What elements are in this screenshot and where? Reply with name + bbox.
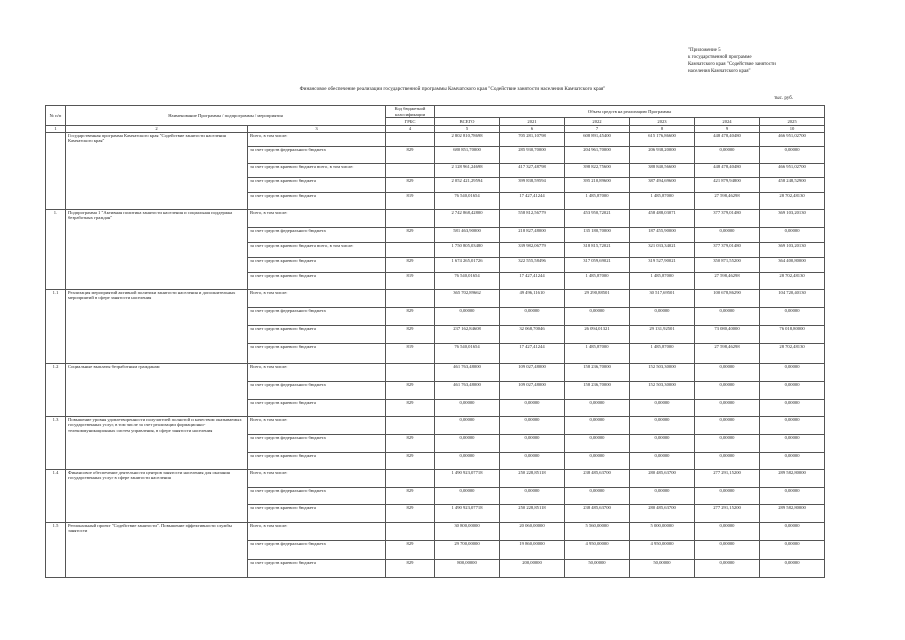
year-value: 0,00000 — [760, 399, 825, 416]
year-value: 705 281,10798 — [500, 132, 565, 146]
funding-source: за счет средств краевого бюджета — [248, 257, 386, 272]
year-value: 0,00000 — [760, 540, 825, 559]
header-num: № п/п — [46, 106, 66, 126]
year-value: 218 827,48000 — [500, 227, 565, 242]
year-value: 0,00000 — [565, 307, 630, 325]
total-value: 29 700,00000 — [435, 540, 500, 559]
year-value: 0,00000 — [760, 363, 825, 381]
budget-code: 829 — [386, 227, 435, 242]
year-value: 1 485,87000 — [565, 343, 630, 363]
total-value: 1 674 265,01726 — [435, 257, 500, 272]
funding-source: за счет средств федерального бюджета — [248, 434, 386, 452]
year-value: 377 379,01480 — [695, 209, 760, 227]
year-value: 421 879,94800 — [695, 177, 760, 192]
year-value: 49 496,11610 — [500, 289, 565, 307]
header-code: ГРБС — [386, 118, 435, 126]
year-value: 0,00000 — [500, 452, 565, 469]
year-value: 0,00000 — [760, 307, 825, 325]
year-value: 1 485,87000 — [565, 272, 630, 289]
total-value: 76 540,01654 — [435, 192, 500, 209]
year-value: 17 427,41244 — [500, 192, 565, 209]
budget-code: 829 — [386, 504, 435, 522]
year-value: 0,00000 — [695, 399, 760, 416]
budget-code: 829 — [386, 434, 435, 452]
year-value: 5 560,00000 — [565, 522, 630, 540]
year-value: 27 598,46298 — [695, 192, 760, 209]
item-number — [46, 132, 66, 209]
year-value: 0,00000 — [630, 434, 695, 452]
total-value: 237 162,84608 — [435, 325, 500, 343]
header-name: Наименование Программы / подпрограммы / мероприятия — [66, 106, 386, 126]
funding-source: за счет средств федерального бюджета — [248, 307, 386, 325]
funding-source: Всего, в том числе: — [248, 522, 386, 540]
year-value: 0,00000 — [695, 434, 760, 452]
budget-code: 819 — [386, 272, 435, 289]
item-number: 1.1 — [46, 289, 66, 363]
year-value: 4 950,00000 — [630, 540, 695, 559]
year-value: 0,00000 — [695, 452, 760, 469]
year-value: 448 478,40480 — [695, 163, 760, 177]
year-value: 0,00000 — [630, 399, 695, 416]
total-value: 0,00000 — [435, 399, 500, 416]
year-value: 76 018,80000 — [760, 325, 825, 343]
funding-source: за счет средств краевого бюджета — [248, 399, 386, 416]
year-value: 0,00000 — [500, 487, 565, 504]
column-index-row — [46, 126, 825, 133]
budget-code — [386, 209, 435, 227]
header-year: 2021 — [500, 118, 565, 126]
budget-code: 819 — [386, 343, 435, 363]
year-value: 388 840,56600 — [630, 163, 695, 177]
year-value: 0,00000 — [695, 540, 760, 559]
year-value: 0,00000 — [630, 307, 695, 325]
year-value: 0,00000 — [760, 146, 825, 163]
year-value: 0,00000 — [695, 227, 760, 242]
year-value: 73 080,40000 — [695, 325, 760, 343]
total-value: 0,00000 — [435, 416, 500, 434]
financing-table — [45, 105, 825, 578]
year-value: 339 982,06779 — [500, 242, 565, 257]
header-year: 2025 — [760, 118, 825, 126]
funding-source: Всего, в том числе: — [248, 289, 386, 307]
item-number: 1. — [46, 209, 66, 289]
year-value: 0,00000 — [630, 416, 695, 434]
year-value: 0,00000 — [565, 452, 630, 469]
year-value: 0,00000 — [695, 307, 760, 325]
year-value: 364 400,80000 — [760, 257, 825, 272]
total-value: 0,00000 — [435, 487, 500, 504]
column-index: 2 — [66, 126, 248, 133]
year-value: 318 815,72021 — [565, 242, 630, 257]
year-value: 466 951,02700 — [760, 163, 825, 177]
year-value: 28 702,48130 — [760, 272, 825, 289]
year-value: 0,00000 — [695, 559, 760, 577]
funding-source: за счет средств федерального бюджета — [248, 487, 386, 504]
total-value: 2 128 961,24698 — [435, 163, 500, 177]
year-value: 289 582,80000 — [760, 469, 825, 487]
table-row — [46, 209, 825, 227]
column-index: 10 — [760, 126, 825, 133]
appendix-line: населения Камчатского края" — [688, 69, 751, 74]
year-value: 277 291,15200 — [695, 469, 760, 487]
total-value: 1 490 923,07718 — [435, 504, 500, 522]
year-value: 0,00000 — [565, 487, 630, 504]
year-value: 19 860,00000 — [500, 540, 565, 559]
header-total: ВСЕГО — [435, 118, 500, 126]
year-value: 158 236,70000 — [565, 363, 630, 381]
appendix-note — [688, 47, 776, 75]
year-value: 0,00000 — [565, 434, 630, 452]
year-value: 0,00000 — [565, 399, 630, 416]
year-value: 0,00000 — [695, 363, 760, 381]
item-name: Социальные выплаты безработным гражданам — [66, 363, 248, 416]
year-value: 0,00000 — [695, 522, 760, 540]
column-index: 7 — [565, 126, 630, 133]
budget-code: 829 — [386, 559, 435, 577]
funding-source: за счет средств федерального бюджета — [248, 540, 386, 559]
year-value: 453 950,72021 — [565, 209, 630, 227]
total-value: 76 540,01654 — [435, 272, 500, 289]
column-index: 4 — [386, 126, 435, 133]
budget-code: 829 — [386, 452, 435, 469]
year-value: 0,00000 — [760, 416, 825, 434]
total-value: 0,00000 — [435, 434, 500, 452]
year-value: 377 379,01480 — [695, 242, 760, 257]
year-value: 369 103,20130 — [760, 242, 825, 257]
year-value: 608 891,45400 — [565, 132, 630, 146]
item-name: Повышение уровня удовлетворенности получателей полнотой и качеством оказываемых государственных услуг, в том числе за счет реализации формационно-телекоммуникационных систем управления, в сфере занятости населения — [66, 416, 248, 469]
units-label: тыс. руб. — [774, 96, 793, 101]
year-value: 26 094,01321 — [565, 325, 630, 343]
funding-source: за счет средств краевого бюджета — [248, 559, 386, 577]
year-value: 558 812,56779 — [500, 209, 565, 227]
year-value: 29 290,88501 — [565, 289, 630, 307]
item-name: Региональный проект "Содействие занятости". Повышение эффективности службы занятости — [66, 522, 248, 577]
year-value: 319 527,90021 — [630, 257, 695, 272]
item-name: Реализация мероприятий активной политики занятости населения и дополнительных мероприятий в сфере занятости населения — [66, 289, 248, 363]
year-value: 317 059,69021 — [565, 257, 630, 272]
total-value: 1 490 923,07718 — [435, 469, 500, 487]
budget-code: 829 — [386, 399, 435, 416]
year-value: 27 598,46298 — [695, 272, 760, 289]
budget-code — [386, 132, 435, 146]
appendix-line: Камчатского края "Содействие занятости — [688, 62, 776, 67]
year-value: 109 027,48000 — [500, 363, 565, 381]
year-value: 458 488,03071 — [630, 209, 695, 227]
total-value: 0,00000 — [435, 452, 500, 469]
item-number: 1.3 — [46, 416, 66, 469]
table-row — [46, 132, 825, 146]
column-index: 5 — [435, 126, 500, 133]
total-value: 461 763,48000 — [435, 381, 500, 399]
header-volume-group: Объем средств на реализацию Программы — [435, 106, 825, 118]
year-value: 250 228,85118 — [500, 504, 565, 522]
budget-code: 829 — [386, 381, 435, 399]
year-value: 0,00000 — [500, 434, 565, 452]
item-name: Финансовое обеспечение деятельности центров занятости населения для оказания государственных услуг в сфере занятости населения — [66, 469, 248, 522]
year-value: 466 951,02700 — [760, 132, 825, 146]
year-value: 280 485,63700 — [630, 469, 695, 487]
year-value: 28 702,48130 — [760, 192, 825, 209]
year-value: 0,00000 — [500, 399, 565, 416]
column-index: 9 — [695, 126, 760, 133]
year-value: 321 033,34021 — [630, 242, 695, 257]
year-value: 17 427,41244 — [500, 272, 565, 289]
total-value: 461 763,48000 — [435, 363, 500, 381]
year-value: 28 702,48130 — [760, 343, 825, 363]
budget-code: 819 — [386, 192, 435, 209]
budget-code — [386, 289, 435, 307]
year-value: 0,00000 — [500, 416, 565, 434]
year-value: 0,00000 — [565, 416, 630, 434]
year-value: 20 060,00000 — [500, 522, 565, 540]
year-value: 289 582,80000 — [760, 504, 825, 522]
budget-code — [386, 163, 435, 177]
total-value: 680 851,70000 — [435, 146, 500, 163]
item-number: 1.5 — [46, 522, 66, 577]
budget-code: 829 — [386, 146, 435, 163]
total-value: 2 052 421,29594 — [435, 177, 500, 192]
year-value: 27 598,46298 — [695, 343, 760, 363]
budget-code: 829 — [386, 325, 435, 343]
funding-source: за счет средств краевого бюджета — [248, 504, 386, 522]
year-value: 277 291,15200 — [695, 504, 760, 522]
year-value: 369 103,20130 — [760, 209, 825, 227]
year-value: 399 838,59594 — [500, 177, 565, 192]
budget-code — [386, 416, 435, 434]
year-value: 206 938,20000 — [630, 146, 695, 163]
total-value: 2 802 810,78698 — [435, 132, 500, 146]
total-value: 2 742 868,42800 — [435, 209, 500, 227]
total-value: 1 750 805,03480 — [435, 242, 500, 257]
table-row — [46, 469, 825, 487]
total-value: 365 702,89662 — [435, 289, 500, 307]
total-value: 800,00000 — [435, 559, 500, 577]
funding-source: за счет средств краевого бюджета — [248, 192, 386, 209]
table-body — [46, 132, 825, 577]
year-value: 417 327,48798 — [500, 163, 565, 177]
funding-source: Всего, в том числе: — [248, 363, 386, 381]
budget-code: 829 — [386, 177, 435, 192]
document-title: Финансовое обеспечение реализации государственной программы Камчатского края "Содействие занятости населения Камчатского края" — [299, 86, 606, 92]
table-row — [46, 289, 825, 307]
year-value: 152 503,30000 — [630, 363, 695, 381]
year-value: 0,00000 — [760, 522, 825, 540]
year-value: 0,00000 — [760, 452, 825, 469]
header-code-group: Код бюджетной классификации — [386, 106, 435, 118]
funding-source: за счет средств краевого бюджета — [248, 343, 386, 363]
total-value: 581 463,90000 — [435, 227, 500, 242]
column-index: 6 — [500, 126, 565, 133]
year-value: 395 210,89600 — [565, 177, 630, 192]
appendix-line: "Приложение 5 — [688, 48, 721, 53]
funding-source: за счет средств федерального бюджета — [248, 227, 386, 242]
table-row — [46, 522, 825, 540]
year-value: 0,00000 — [500, 307, 565, 325]
header-year: 2022 — [565, 118, 630, 126]
funding-source: за счет средств федерального бюджета — [248, 381, 386, 399]
year-value: 0,00000 — [760, 227, 825, 242]
year-value: 152 503,30000 — [630, 381, 695, 399]
table-row — [46, 416, 825, 434]
budget-code — [386, 242, 435, 257]
year-value: 100 678,86290 — [695, 289, 760, 307]
budget-code — [386, 363, 435, 381]
year-value: 0,00000 — [760, 487, 825, 504]
item-number: 1.2 — [46, 363, 66, 416]
header-year: 2023 — [630, 118, 695, 126]
year-value: 285 930,70000 — [500, 146, 565, 163]
year-value: 0,00000 — [695, 487, 760, 504]
year-value: 135 180,70000 — [565, 227, 630, 242]
year-value: 200,00000 — [500, 559, 565, 577]
year-value: 0,00000 — [760, 559, 825, 577]
year-value: 17 427,41244 — [500, 343, 565, 363]
item-number: 1.4 — [46, 469, 66, 522]
year-value: 0,00000 — [695, 146, 760, 163]
funding-source: Всего, в том числе: — [248, 469, 386, 487]
year-value: 0,00000 — [695, 416, 760, 434]
total-value: 76 540,01654 — [435, 343, 500, 363]
year-value: 50,00000 — [565, 559, 630, 577]
funding-source: за счет средств краевого бюджета — [248, 452, 386, 469]
year-value: 0,00000 — [695, 381, 760, 399]
year-value: 238 485,63700 — [565, 469, 630, 487]
year-value: 187 455,90000 — [630, 227, 695, 242]
year-value: 448 478,40480 — [695, 132, 760, 146]
budget-code — [386, 522, 435, 540]
year-value: 322 555,58496 — [500, 257, 565, 272]
funding-source: за счет средств краевого бюджета — [248, 272, 386, 289]
year-value: 1 485,87000 — [565, 192, 630, 209]
column-index: 3 — [248, 126, 386, 133]
year-value: 32 068,70046 — [500, 325, 565, 343]
year-value: 204 961,70000 — [565, 146, 630, 163]
year-value: 0,00000 — [630, 487, 695, 504]
year-value: 30 517,69501 — [630, 289, 695, 307]
budget-code: 829 — [386, 257, 435, 272]
year-value: 0,00000 — [760, 434, 825, 452]
funding-source: Всего, в том числе: — [248, 209, 386, 227]
funding-source: Всего, в том числе: — [248, 132, 386, 146]
total-value: 0,00000 — [435, 307, 500, 325]
budget-code: 829 — [386, 540, 435, 559]
funding-source: за счет средств краевого бюджета всего, в том числе: — [248, 163, 386, 177]
column-index: 8 — [630, 126, 695, 133]
year-value: 615 176,86600 — [630, 132, 695, 146]
funding-source: Всего, в том числе: — [248, 416, 386, 434]
funding-source: за счет средств федерального бюджета — [248, 146, 386, 163]
item-name: Подпрограмма 1 "Активная политика занятости населения и социальная поддержка безработных граждан" — [66, 209, 248, 289]
year-value: 29 131,92501 — [630, 325, 695, 343]
year-value: 4 950,00000 — [565, 540, 630, 559]
year-value: 5 000,00000 — [630, 522, 695, 540]
year-value: 0,00000 — [760, 381, 825, 399]
header-year: 2024 — [695, 118, 760, 126]
year-value: 1 485,87000 — [630, 343, 695, 363]
table-row — [46, 363, 825, 381]
budget-code: 829 — [386, 307, 435, 325]
year-value: 350 871,55200 — [695, 257, 760, 272]
budget-code — [386, 469, 435, 487]
year-value: 387 494,69600 — [630, 177, 695, 192]
year-value: 398 822,75600 — [565, 163, 630, 177]
total-value: 30 800,00000 — [435, 522, 500, 540]
year-value: 1 485,87000 — [630, 272, 695, 289]
year-value: 458 248,52900 — [760, 177, 825, 192]
year-value: 1 485,87000 — [630, 192, 695, 209]
year-value: 50,00000 — [630, 559, 695, 577]
year-value: 104 720,40130 — [760, 289, 825, 307]
budget-code: 829 — [386, 487, 435, 504]
year-value: 280 485,63700 — [630, 504, 695, 522]
funding-source: за счет средств краевого бюджета — [248, 177, 386, 192]
year-value: 0,00000 — [630, 452, 695, 469]
year-value: 109 027,48000 — [500, 381, 565, 399]
column-index: 1 — [46, 126, 66, 133]
appendix-line: к государственной программе — [688, 55, 752, 60]
year-value: 238 485,63700 — [565, 504, 630, 522]
item-name: Государственная программа Камчатского края "Содействие занятости населения Камчатского края" — [66, 132, 248, 209]
year-value: 158 236,70000 — [565, 381, 630, 399]
year-value: 250 228,85118 — [500, 469, 565, 487]
funding-source: за счет средств краевого бюджета всего, в том числе: — [248, 242, 386, 257]
funding-source: за счет средств краевого бюджета — [248, 325, 386, 343]
